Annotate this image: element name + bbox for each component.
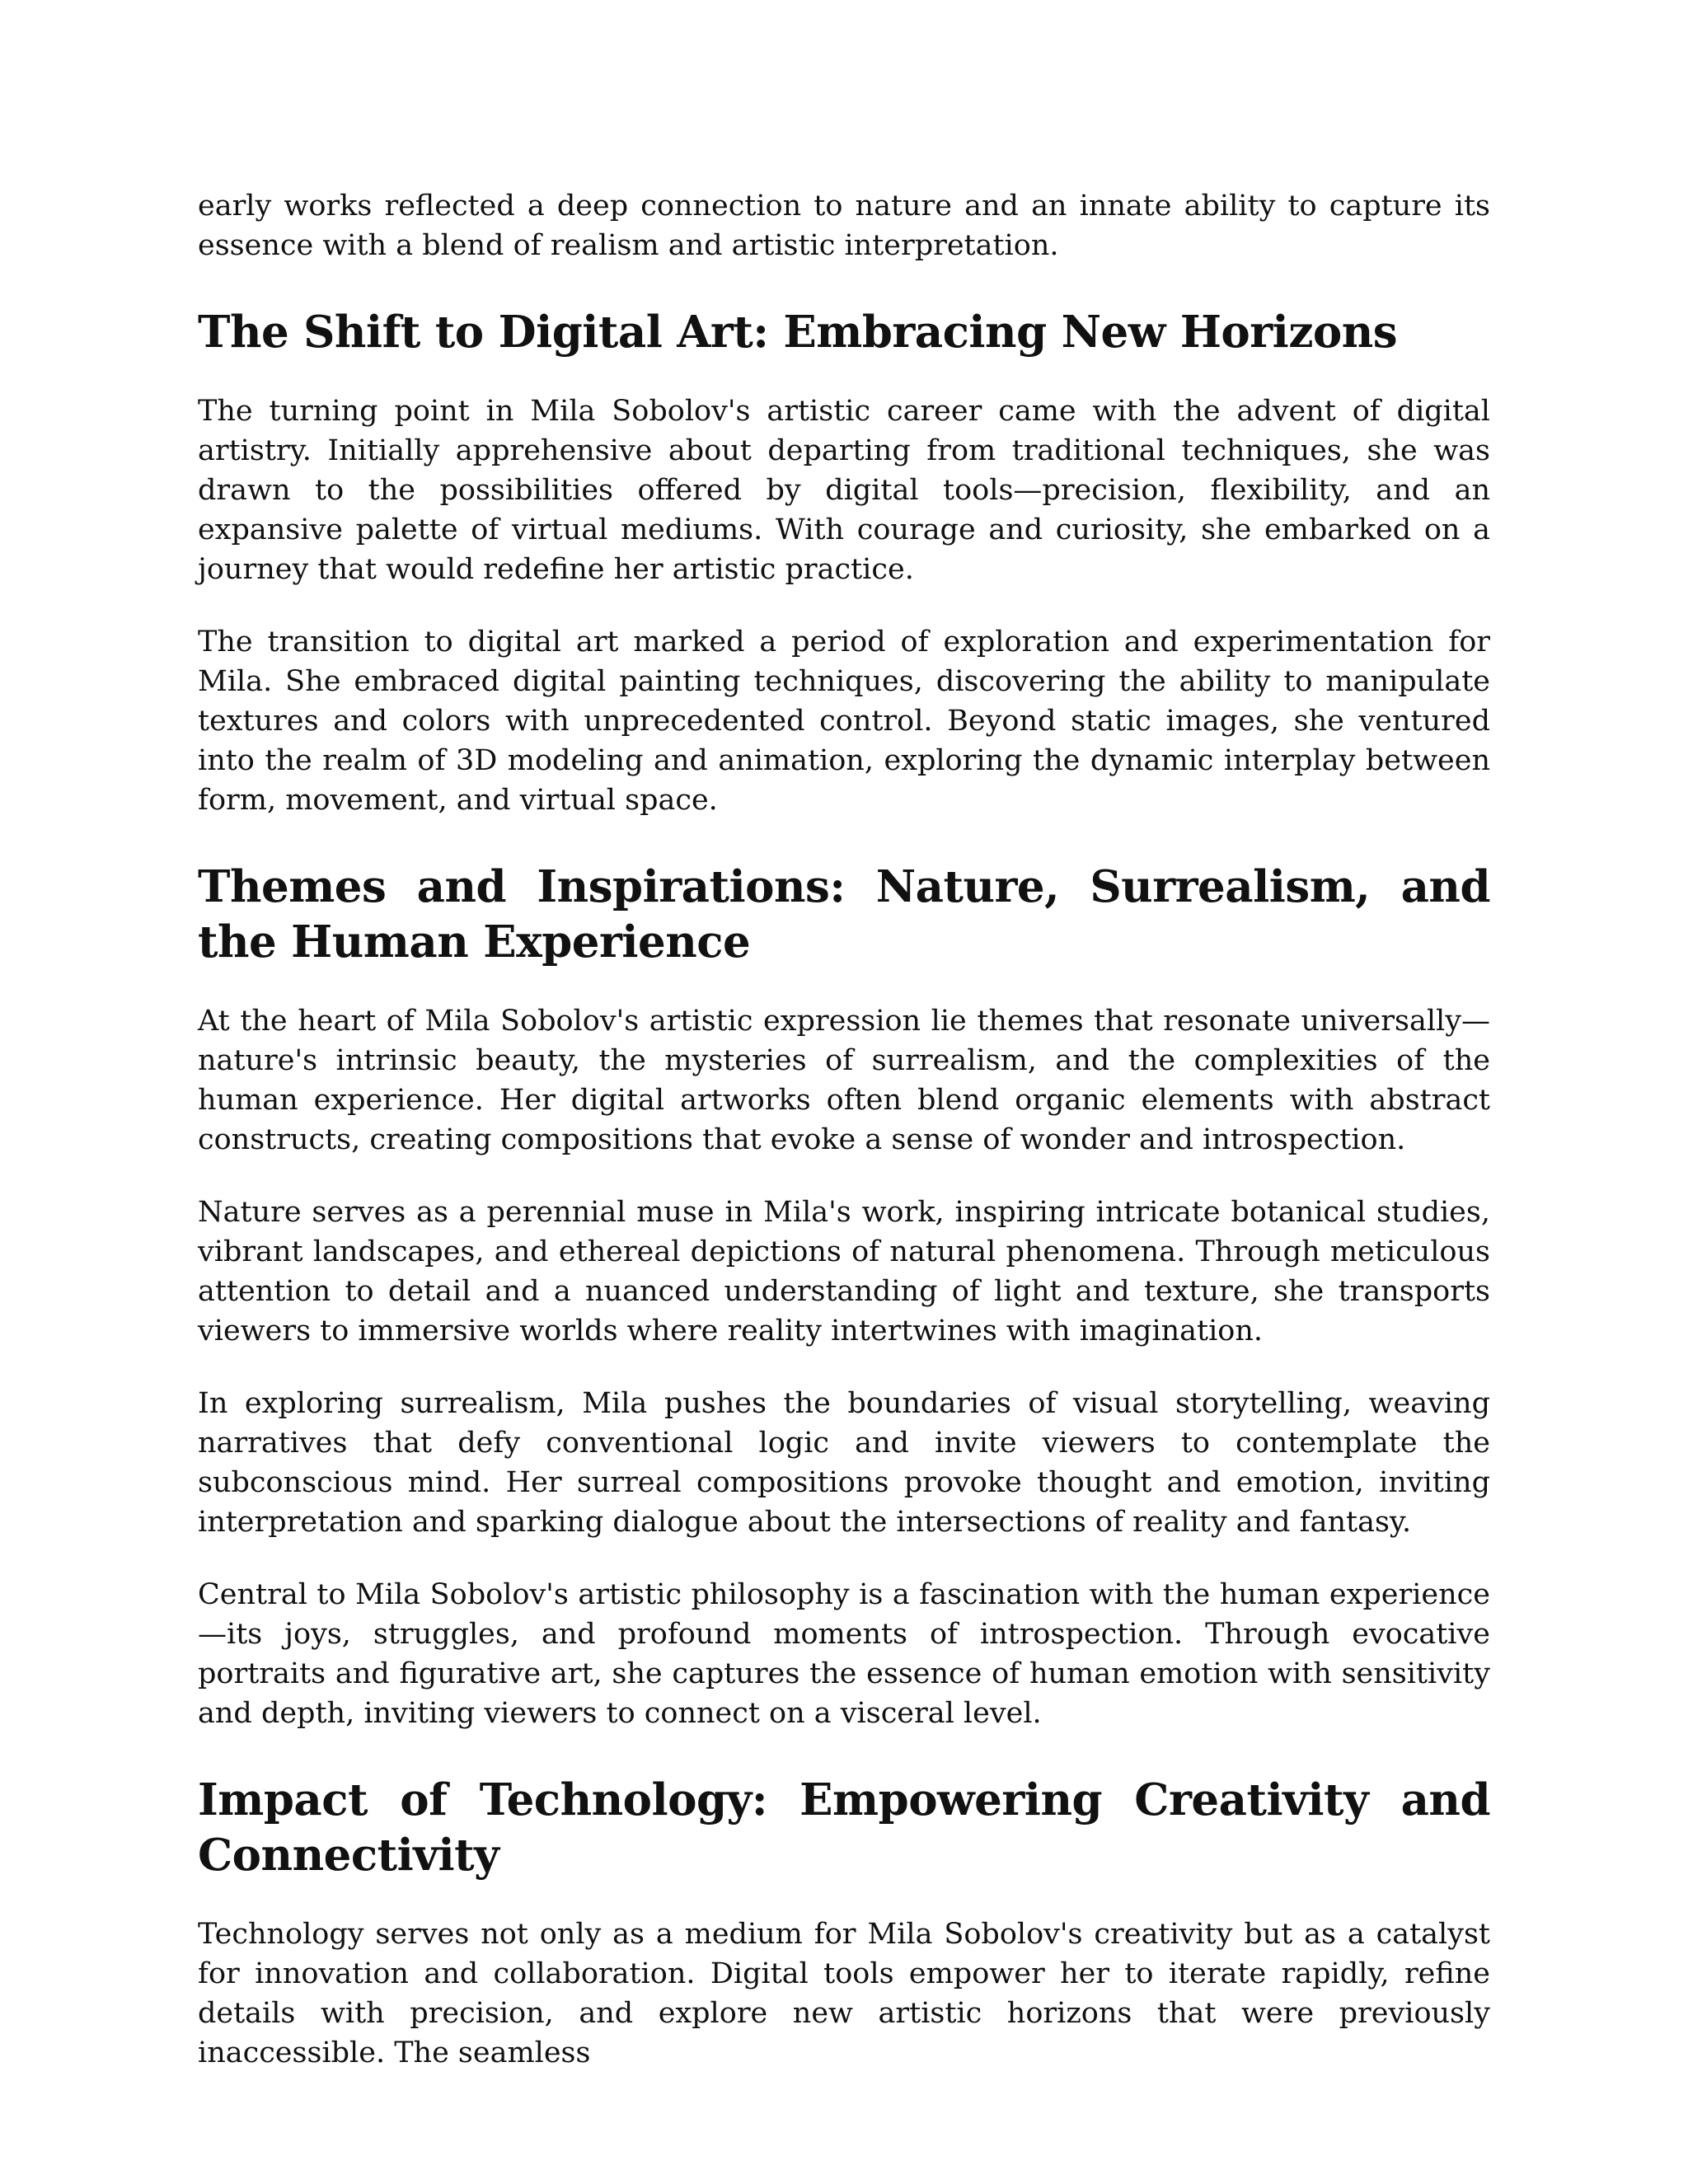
heading-themes-and-inspirations: Themes and Inspirations: Nature, Surrealism, and the Human Experience xyxy=(198,861,1490,968)
paragraph-themes-3: In exploring surrealism, Mila pushes the boundaries of visual storytelling, weaving narratives that defy conventional logic and invite viewers to contemplate the subconscious mind. Her surreal compositions provoke thought and emotion, inviting interpretation and sparking dialogue about the intersections of reality and fantasy. xyxy=(198,1387,1490,1539)
paragraph-impact-1: Technology serves not only as a medium for Mila Sobolov's creativity but as a catalyst for innovation and collaboration. Digital tools empower her to iterate rapidly, refine details with precision, and explore new artistic horizons that were previously inaccessible. The seamless xyxy=(198,1918,1490,2069)
heading-shift-to-digital-art: The Shift to Digital Art: Embracing New Horizons xyxy=(198,307,1398,358)
paragraph-themes-4: Central to Mila Sobolov's artistic philosophy is a fascination with the human experience—its joys, struggles, and profound moments of introspection. Through evocative portraits and figurative art, she captures the essence of human emotion with sensitivity and depth, inviting viewers to connect on a visceral level. xyxy=(198,1578,1490,1730)
paragraph-intro-continued: early works reflected a deep connection to nature and an innate ability to capture its essence with a blend of realism and artistic interpretation. xyxy=(198,190,1490,262)
paragraph-shift-1: The turning point in Mila Sobolov's artistic career came with the advent of digital artistry. Initially apprehensive about departing from traditional techniques, she was drawn to the possibilities offered by digital tools—precision, flexibility, and an expansive palette of virtual mediums. With courage and curiosity, she embarked on a journey that would redefine her artistic practice. xyxy=(198,395,1490,586)
paragraph-themes-1: At the heart of Mila Sobolov's artistic expression lie themes that resonate universally—nature's intrinsic beauty, the mysteries of surrealism, and the complexities of the human experience. Her digital artworks often blend organic elements with abstract constructs, creating compositions that evoke a sense of wonder and introspection. xyxy=(198,1005,1490,1156)
paragraph-shift-2: The transition to digital art marked a period of exploration and experimentation for Mila. She embraced digital painting techniques, discovering the ability to manipulate textures and colors with unprecedented control. Beyond static images, she ventured into the realm of 3D modeling and animation, exploring the dynamic interplay between form, movement, and virtual space. xyxy=(198,626,1490,817)
paragraph-themes-2: Nature serves as a perennial muse in Mila's work, inspiring intricate botanical studies, vibrant landscapes, and ethereal depictions of natural phenomena. Through meticulous attention to detail and a nuanced understanding of light and texture, she transports viewers to immersive worlds where reality intertwines with imagination. xyxy=(198,1196,1490,1347)
heading-impact-of-technology: Impact of Technology: Empowering Creativity and Connectivity xyxy=(198,1774,1490,1881)
page-content xyxy=(198,186,1490,2073)
